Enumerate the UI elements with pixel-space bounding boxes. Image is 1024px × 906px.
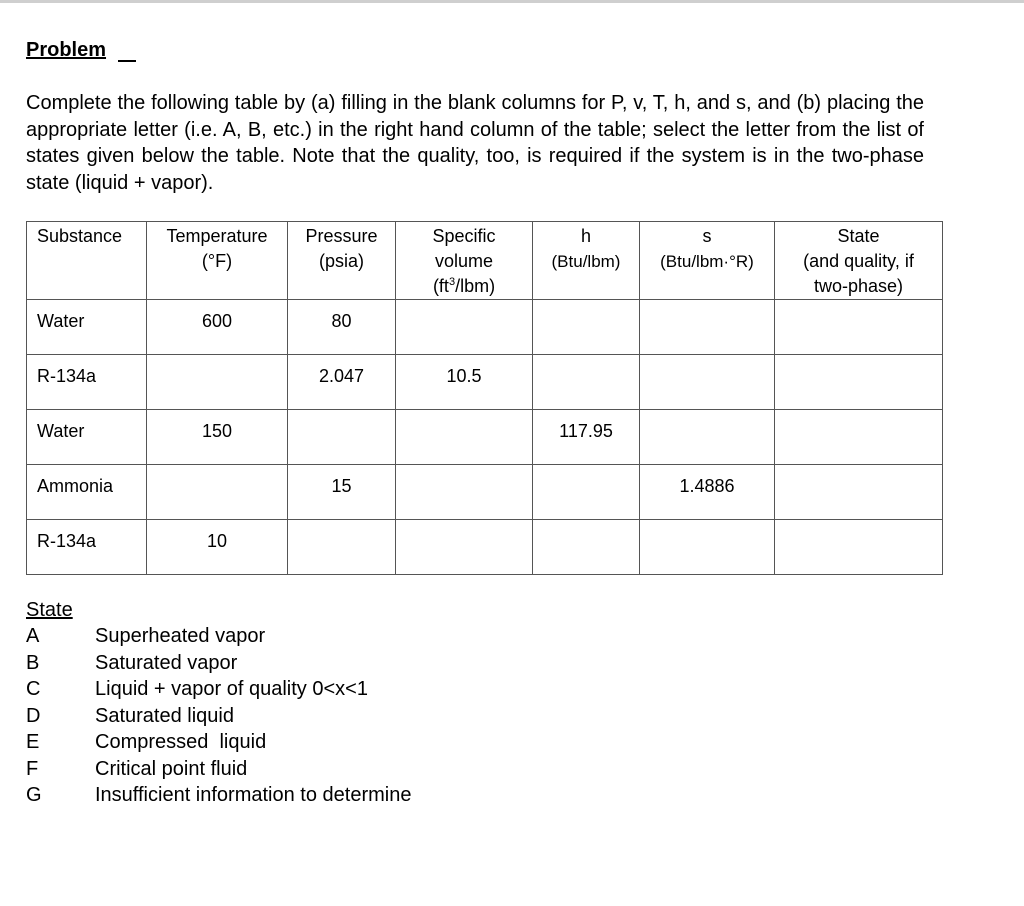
cell-pressure: 2.047: [288, 355, 396, 410]
state-letter: B: [26, 651, 40, 674]
cell-volume: [396, 520, 533, 575]
state-legend: [26, 623, 411, 809]
cell-temperature: 10: [147, 520, 288, 575]
state-description: Superheated vapor: [95, 625, 266, 647]
cell-substance: Ammonia: [27, 465, 147, 520]
state-description: Insufficient information to determine: [95, 784, 412, 806]
cell-enthalpy: 117.95: [533, 410, 640, 465]
cell-temperature: 150: [147, 410, 288, 465]
cell-entropy: [640, 300, 775, 355]
header-temperature: Temperature (°F): [147, 222, 288, 300]
list-item: [26, 782, 411, 809]
table-row: [27, 410, 943, 465]
cell-substance: R-134a: [27, 355, 147, 410]
cell-pressure: 80: [288, 300, 396, 355]
state-letter: D: [26, 704, 41, 727]
list-item: [26, 676, 411, 703]
cell-substance: Water: [27, 410, 147, 465]
heading-underline: [118, 60, 136, 62]
cell-pressure: [288, 520, 396, 575]
cell-state: [775, 465, 943, 520]
cell-entropy: [640, 520, 775, 575]
cell-volume: [396, 410, 533, 465]
cell-volume: [396, 465, 533, 520]
state-legend-title: State: [26, 599, 73, 621]
table-row: [27, 355, 943, 410]
state-letter: G: [26, 784, 42, 806]
cell-enthalpy: [533, 300, 640, 355]
cell-enthalpy: [533, 520, 640, 575]
cell-entropy: [640, 355, 775, 410]
header-specific-volume: Specific volume $(ft^3/lbm)$: [396, 222, 533, 300]
cell-state: [775, 410, 943, 465]
header-entropy: s (Btu/lbm·°R): [640, 222, 775, 300]
list-item: [26, 703, 411, 730]
table-header-row: [27, 222, 943, 300]
table-row: [27, 520, 943, 575]
header-pressure: Pressure (psia): [288, 222, 396, 300]
state-description: Liquid + vapor of quality 0<x<1: [95, 678, 368, 700]
cell-pressure: [288, 410, 396, 465]
cell-enthalpy: [533, 355, 640, 410]
state-letter: A: [26, 625, 40, 647]
cell-volume: [396, 300, 533, 355]
cell-state: [775, 520, 943, 575]
state-letter: E: [26, 731, 40, 753]
cell-entropy: [640, 410, 775, 465]
table-row: [27, 465, 943, 520]
table-row: [27, 300, 943, 355]
cell-enthalpy: [533, 465, 640, 520]
cell-state: [775, 355, 943, 410]
state-description: Saturated liquid: [95, 704, 234, 727]
cell-pressure: 15: [288, 465, 396, 520]
top-border: [0, 0, 1024, 3]
header-state: State (and quality, if two-phase): [775, 222, 943, 300]
state-description: Compressed liquid: [95, 731, 267, 753]
state-letter: C: [26, 678, 41, 700]
cell-state: [775, 300, 943, 355]
header-substance: Substance: [27, 222, 147, 300]
cell-volume: 10.5: [396, 355, 533, 410]
list-item: [26, 756, 411, 783]
list-item: [26, 650, 411, 677]
state-letter: F: [26, 757, 39, 780]
cell-temperature: [147, 355, 288, 410]
header-enthalpy: h (Btu/lbm): [533, 222, 640, 300]
cell-entropy: 1.4886: [640, 465, 775, 520]
state-description: Critical point fluid: [95, 757, 248, 780]
list-item: [26, 623, 411, 650]
problem-statement: Complete the following table by (a) filling in the blank columns for P, v, T, h, and s, and (b) placing the appropriate letter (i.e. A, B, etc.) in the right hand column of the table; select the letter from the list of states given below the table. Note that the quality, too, is required if the system is in the two-phase state (liquid + vapor).: [26, 92, 924, 194]
cell-substance: R-134a: [27, 520, 147, 575]
problem-heading: Problem: [26, 39, 107, 61]
property-table: [26, 221, 943, 575]
cell-substance: Water: [27, 300, 147, 355]
cell-temperature: [147, 465, 288, 520]
list-item: [26, 729, 411, 756]
state-description: Saturated vapor: [95, 651, 238, 674]
cell-temperature: 600: [147, 300, 288, 355]
